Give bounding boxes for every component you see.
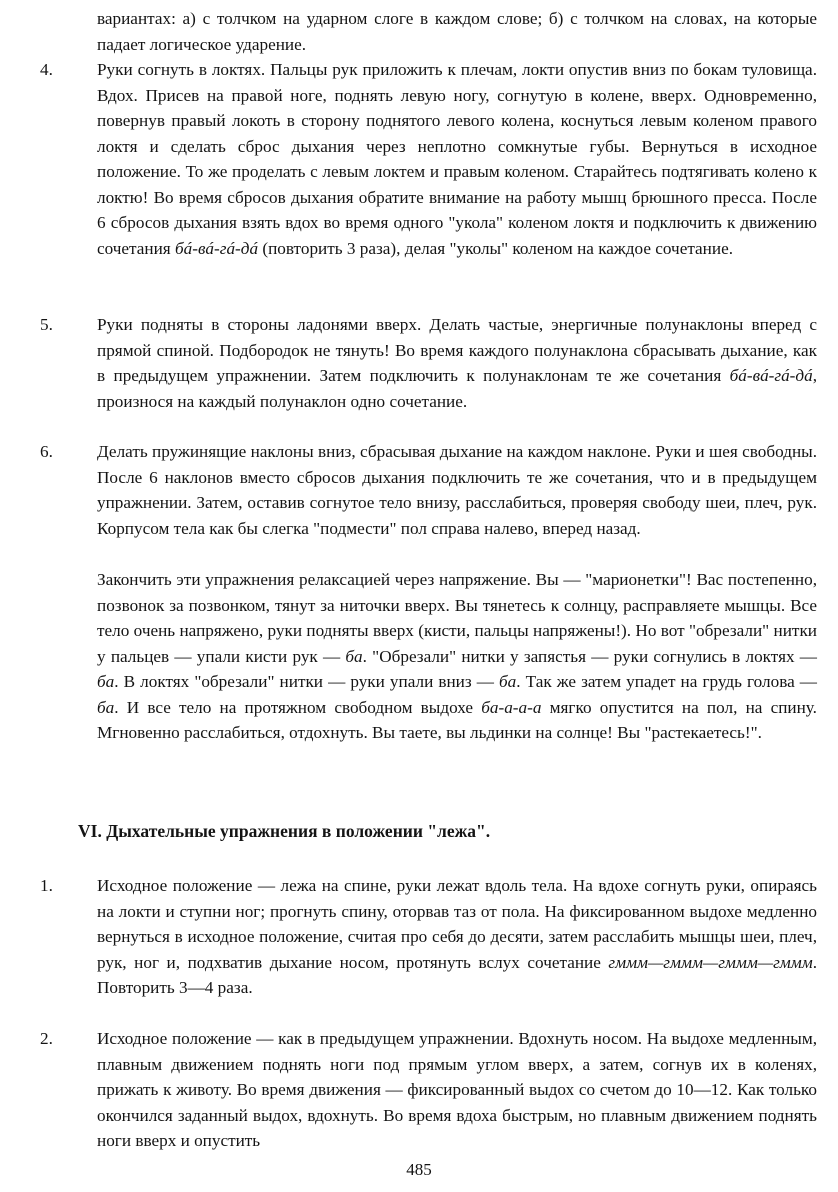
- exercise-4-text: Руки согнуть в локтях. Пальцы рук приложить к плечам, локти опустив вниз по бокам туловища. Вдох. Присев на правой ноге, поднять левую ногу, согнутую в колене, вверх. Одновременно, повернув правый локоть в сторону поднятого левого колена, коснуться левым коленом правого локтя и сделать сброс дыхания через неплотно сомкнутые губы. Вернуться в исходное положение. То же проделать с левым локтем и правым коленом. Старайтесь подтягивать колено к локтю! Во время сбросов дыхания обратите внимание на работу мышц брюшного пресса. После 6 сбросов дыхания взять вдох во время одного "укола" коленом локтя и подключить к движению сочетания бá-вá-гá-дá (повторить 3 раза), делая "уколы" коленом на каждое сочетание.: [97, 60, 817, 258]
- section-heading: VI. Дыхательные упражнения в положении "лежа".: [78, 821, 491, 841]
- page-number: 485: [406, 1160, 432, 1179]
- exercise-lying-1-text: Исходное положение — лежа на спине, руки лежат вдоль тела. На вдохе согнуть руки, опираясь на локти и ступни ног; прогнуть спину, оторвав таз от пола. На фиксированном выдохе медленно вернуться в исходное положение, считая про себя до десяти, затем расслабить мышцы шеи, плеч, рук, ног и, подхватив дыхание носом, протянуть вслух сочетание гммм—гммм—гммм—гммм. Повторить 3—4 раза.: [97, 876, 817, 997]
- item-number-6: 6.: [40, 442, 53, 461]
- paragraph-continuation: вариантах: а) с толчком на ударном слоге в каждом слове; б) с толчком на словах, на которые падает логическое ударение.: [97, 9, 817, 54]
- item-number-4: 4.: [40, 60, 53, 79]
- exercise-lying-2-text: Исходное положение — как в предыдущем упражнении. Вдохнуть носом. На выдохе медленным, плавным движением поднять ноги под прямым углом вверх, а затем, согнув их в коленях, прижать к животу. Во время движения — фиксированный выдох со счетом до 10—12. Как только окончился заданный выдох, вдохнуть. Во время вдоха быстрым, но плавным движением поднять ноги вверх и опустить: [97, 1029, 817, 1150]
- exercise-6-text: Делать пружинящие наклоны вниз, сбрасывая дыхание на каждом наклоне. Руки и шея свободны. После 6 наклонов вместо сбросов дыхания подключить те же сочетания, что и в предыдущем упражнении. Затем, оставив согнутое тело внизу, расслабиться, проверяя свободу шеи, плеч, рук. Корпусом тела как бы слегка "подмести" пол справа налево, вперед назад.: [97, 442, 817, 538]
- item-number-2: 2.: [40, 1029, 53, 1048]
- exercise-5-text: Руки подняты в стороны ладонями вверх. Делать частые, энергичные полунаклоны вперед с прямой спиной. Подбородок не тянуть! Во время каждого полунаклона сбрасывать дыхание, как в предыдущем упражнении. Затем подключить к полунаклонам те же сочетания бá-вá-гá-дá, произнося на каждый полунаклон одно сочетание.: [97, 315, 817, 411]
- item-number-5: 5.: [40, 315, 53, 334]
- item-number-1: 1.: [40, 876, 53, 895]
- relaxation-paragraph: Закончить эти упражнения релаксацией через напряжение. Вы — "марионетки"! Вас постепенно, позвонок за позвонком, тянут за ниточки вверх. Вы тянетесь к солнцу, расправляете мышцы. Все тело очень напряжено, руки подняты вверх (кисти, пальцы напряжены!). Но вот "обрезали" нитки у пальцев — упали кисти рук — ба. "Обрезали" нитки у запястья — руки согнулись в локтях — ба. В локтях "обрезали" нитки — руки упали вниз — ба. Так же затем упадет на грудь голова — ба. И все тело на протяжном свободном выдохе ба-а-а-а мягко опустится на пол, на спину. Мгновенно расслабиться, отдохнуть. Вы таете, вы льдинки на солнце! Вы "растекаетесь!".: [97, 570, 817, 742]
